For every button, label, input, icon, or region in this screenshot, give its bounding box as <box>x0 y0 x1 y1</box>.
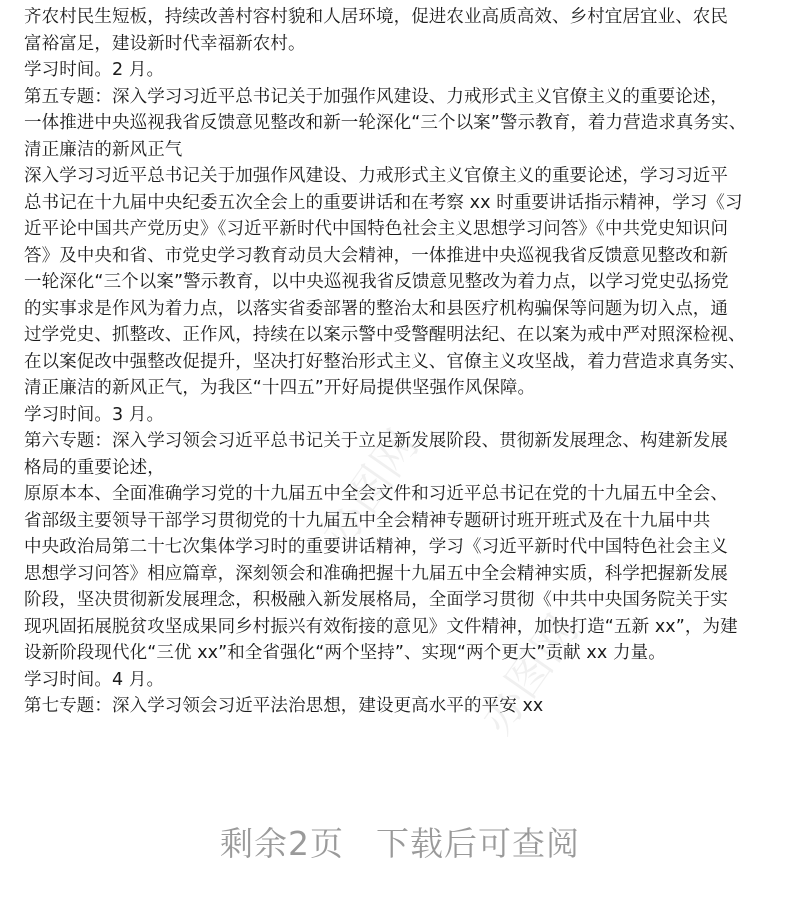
text-line: 第六专题：深入学习领会习近平总书记关于立足新发展阶段、贯彻新发展理念、构建新发展 <box>24 431 728 451</box>
text-line: 一体推进中央巡视我省反馈意见整改和新一轮深化“三个以案”警示教育，着力营造求真务实、 <box>24 113 747 133</box>
text-line: 学习时间。2 月。 <box>24 60 165 80</box>
text-line: 答》及中央和省、市党史学习教育动员大会精神，一体推进中央巡视我省反馈意见整改和新 <box>24 245 728 266</box>
download-to-view-text: 下载后可查阅 <box>376 824 580 863</box>
text-line: 省部级主要领导干部学习贯彻党的十九届五中全会精神专题研讨班开班式及在十九届中共 <box>24 510 711 531</box>
text-line: 学习时间。4 月。 <box>24 669 165 690</box>
text-line: 学习时间。3 月。 <box>24 404 165 425</box>
text-line: 清正廉洁的新风正气，为我区“十四五”开好局提供坚强作风保障。 <box>24 378 536 398</box>
text-line: 近平论中国共产党历史》《习近平新时代中国特色社会主义思想学习问答》《中共党史知识问 <box>24 219 729 239</box>
text-line: 格局的重要论述， <box>24 457 165 478</box>
text-line: 现巩固拓展脱贫攻坚成果同乡村振兴有效衔接的意见》文件精神，加快打造“五新 xx”，为建 <box>24 616 738 637</box>
watermark: 办图网 <box>310 420 429 559</box>
text-line: 总书记在十九届中央纪委五次全会上的重要讲话和在考察 xx 时重要讲话指示精神，学习《习 <box>24 192 743 213</box>
text-line: 思想学习问答》相应篇章，深刻领会和准确把握十九届五中全会精神实质，科学把握新发展 <box>24 563 728 584</box>
text-line: 一轮深化“三个以案”警示教育，以中央巡视我省反馈意见整改为着力点，以学习党史弘扬党 <box>24 272 729 292</box>
remaining-pages-text: 剩余2页 <box>220 824 344 863</box>
watermark: 办图网 <box>470 605 589 744</box>
text-line: 阶段，坚决贯彻新发展理念，积极融入新发展格局，全面学习贯彻《中共中央国务院关于实 <box>24 590 728 610</box>
text-line: 原原本本、全面准确学习党的十九届五中全会文件和习近平总书记在党的十九届五中全会、 <box>24 484 728 504</box>
download-prompt[interactable] <box>0 818 800 865</box>
document-body <box>24 4 780 720</box>
text-line: 设新阶段现代化“三优 xx”和全省强化“两个坚持”、实现“两个更大”贡献 xx 力量。 <box>24 643 666 663</box>
text-line: 齐农村民生短板，持续改善村容村貌和人居环境，促进农业高质高效、乡村宜居宜业、农民 <box>24 7 728 27</box>
text-line: 的实事求是作风为着力点，以落实省委部署的整治太和县医疗机构骗保等问题为切入点，通 <box>24 298 728 319</box>
text-line: 第五专题：深入学习习近平总书记关于加强作风建设、力戒形式主义官僚主义的重要论述， <box>24 86 728 107</box>
text-line: 清正廉洁的新风正气 <box>24 139 183 160</box>
text-line: 过学党史、抓整改、正作风，持续在以案示警中受警醒明法纪、在以案为戒中严对照深检视、 <box>24 325 746 345</box>
text-line: 富裕富足，建设新时代幸福新农村。 <box>24 33 306 54</box>
text-line: 第七专题：深入学习领会习近平法治思想，建设更高水平的平安 xx <box>24 696 544 716</box>
text-line: 深入学习习近平总书记关于加强作风建设、力戒形式主义官僚主义的重要论述，学习习近平 <box>24 166 728 186</box>
text-line: 中央政治局第二十七次集体学习时的重要讲话精神，学习《习近平新时代中国特色社会主义 <box>24 537 728 557</box>
text-line: 在以案促改中强整改促提升，坚决打好整治形式主义、官僚主义攻坚战，着力营造求真务实、 <box>24 351 746 372</box>
